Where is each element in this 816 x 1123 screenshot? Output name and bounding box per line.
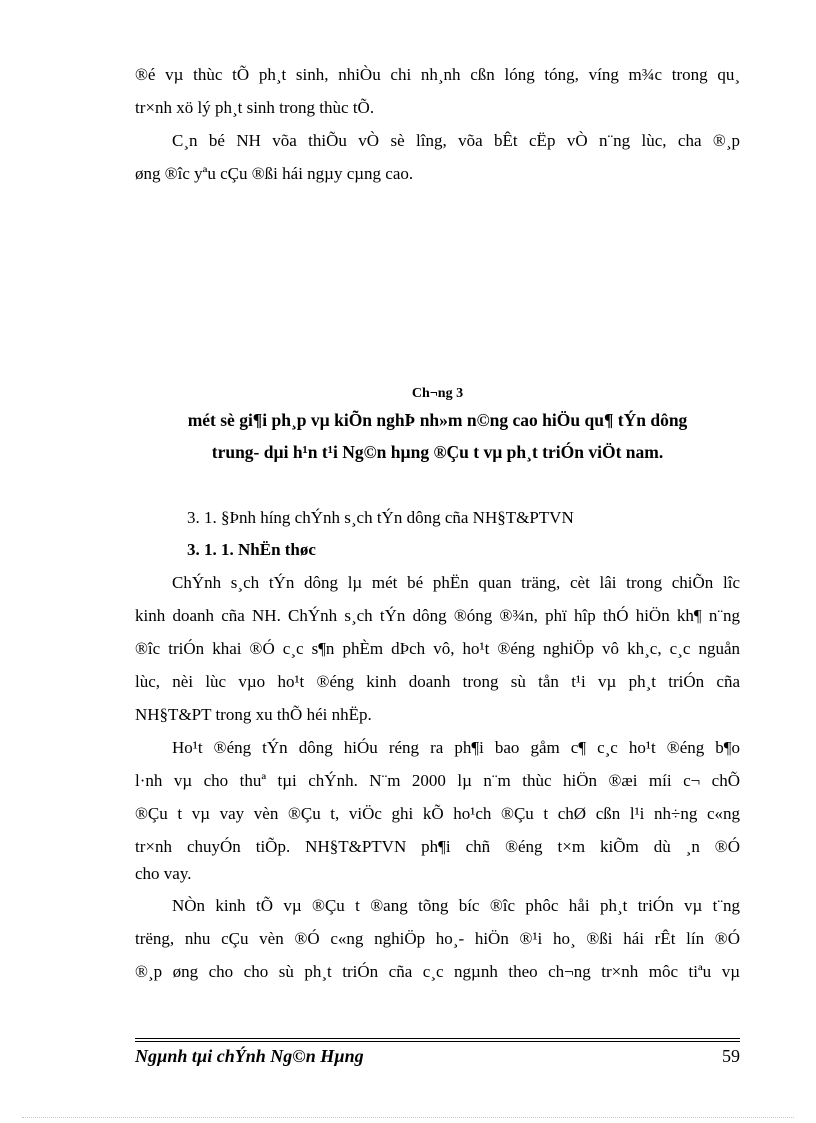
body-line: lùc, nèi lùc vµo ho¹t ®éng kinh doanh trong sù tån t¹i vµ ph¸t triÓn cña (135, 672, 740, 691)
body-line: NH§T&PT trong xu thÕ héi nhËp. (135, 705, 372, 724)
subsection-heading: 3. 1. 1. NhËn thøc (187, 540, 316, 559)
body-line: øng ®îc yªu cÇu ®ßi hái ngµy cµng cao. (135, 164, 414, 183)
body-line: cho vay. (135, 864, 192, 883)
body-line: tr×nh xö lý ph¸t sinh trong thùc tÕ. (135, 98, 375, 117)
body-line: trëng, nhu cÇu vèn ®Ó c«ng nghiÖp ho¸- hiÖn ®¹i ho¸ ®ßi hái rÊt lín ®Ó (135, 929, 740, 948)
chapter-title-line2: trung- dµi h¹n t¹i Ng©n hµng ®Çu t vµ ph¸t triÓn viÖt nam. (211, 442, 664, 462)
body-line: tr×nh chuyÓn tiÕp. NH§T&PTVN ph¶i chñ ®éng t×m kiÕm dù ¸n ®Ó (135, 837, 740, 856)
footer-rule (135, 1041, 740, 1042)
chapter-number: Ch¬ng 3 (411, 386, 464, 401)
body-line: C¸n bé NH võa thiÕu vÒ sè lîng, võa bÊt cËp vÒ n¨ng lùc, cha ®¸p (172, 131, 740, 150)
body-line: ®îc triÓn khai ®Ó c¸c s¶n phÈm dÞch vô, ho¹t ®éng nghiÖp vô kh¸c, c¸c nguån (135, 639, 740, 658)
section-heading: 3. 1. §Þnh híng chÝnh s¸ch tÝn dông cña NH§T&PTVN (187, 508, 574, 527)
body-line: ChÝnh s¸ch tÝn dông lµ mét bé phËn quan träng, cèt lâi trong chiÕn lîc (172, 573, 740, 592)
body-line: NÒn kinh tÕ vµ ®Çu t ®ang tõng bíc ®îc phôc håi ph¸t triÓn vµ t¨ng (172, 896, 740, 915)
footer-rule (135, 1038, 740, 1039)
body-line: ®¸p øng cho cho sù ph¸t triÓn cña c¸c ngµnh theo ch¬ng tr×nh môc tiªu vµ (135, 962, 740, 981)
body-line: kinh doanh cña NH. ChÝnh s¸ch tÝn dông ®óng ®¾n, phï hîp thÓ hiÖn kh¶ n¨ng (135, 606, 740, 625)
page-number: 59 (722, 1046, 740, 1066)
body-line: Ho¹t ®éng tÝn dông hiÓu réng ra ph¶i bao gåm c¶ c¸c ho¹t ®éng b¶o (172, 738, 740, 757)
footer-title: Ngµnh tµi chÝnh Ng©n Hµng (135, 1046, 364, 1066)
body-line: l·nh vµ cho thuª tµi chÝnh. N¨m 2000 lµ n¨m thùc hiÖn ®æi míi c¬ chÕ (135, 771, 740, 790)
body-line: ®é vµ thùc tÕ ph¸t sinh, nhiÒu chi nh¸nh cßn lóng tóng, víng m¾c trong qu¸ (135, 65, 740, 84)
body-line: ®Çu t vµ vay vèn ®Çu t, viÖc ghi kÕ ho¹ch ®Çu t chØ cßn l¹i nh÷ng c«ng (135, 804, 740, 823)
chapter-title-line1: mét sè gi¶i ph¸p vµ kiÕn nghÞ nh»m n©ng cao hiÖu qu¶ tÝn dông (187, 410, 688, 430)
page-edge-divider (22, 1117, 794, 1118)
